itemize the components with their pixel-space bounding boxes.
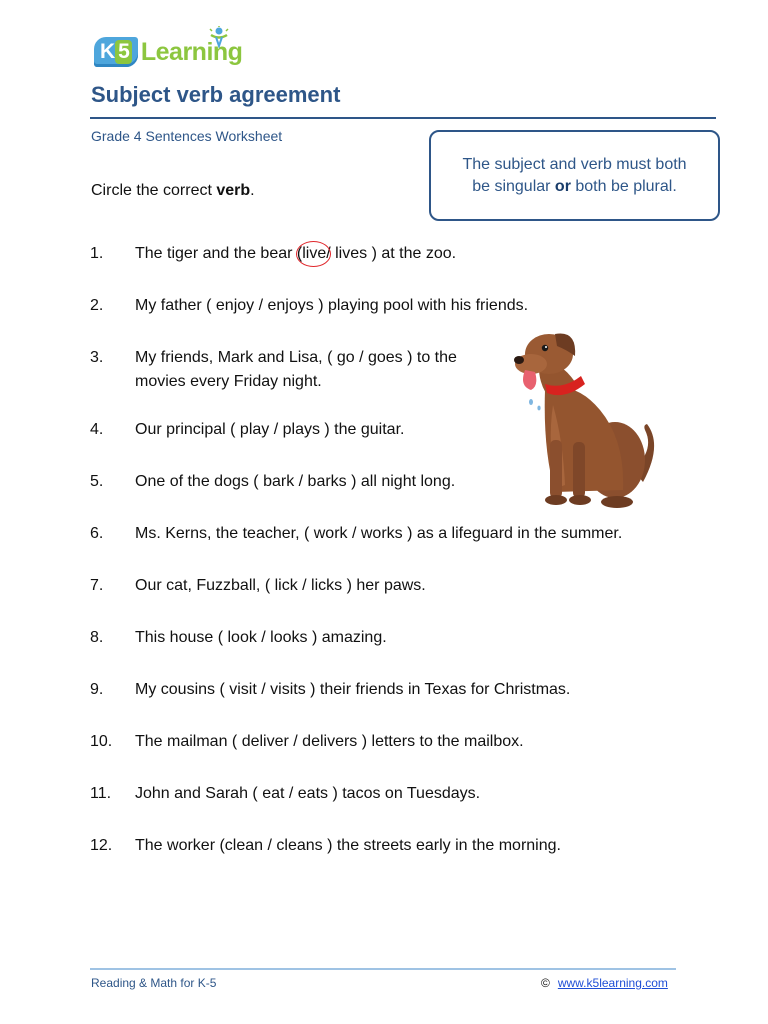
question-number: 5. bbox=[90, 473, 104, 490]
rule-line-1: The subject and verb must both bbox=[462, 155, 687, 173]
question-number: 4. bbox=[90, 421, 104, 438]
question-text: Our principal ( play / plays ) the guitar. bbox=[135, 421, 405, 438]
website-link[interactable]: www.k5learning.com bbox=[557, 976, 668, 990]
question-number: 7. bbox=[90, 577, 104, 594]
page-title: Subject verb agreement bbox=[91, 82, 341, 107]
logo-five: 5 bbox=[115, 40, 132, 64]
question-number: 3. bbox=[90, 349, 104, 366]
question-text: Ms. Kerns, the teacher, ( work / works ) as a lifeguard in the summer. bbox=[135, 525, 623, 542]
question-text: One of the dogs ( bark / barks ) all night long. bbox=[135, 473, 456, 490]
logo-k: K bbox=[100, 40, 115, 63]
instruction-bold: verb bbox=[216, 182, 251, 199]
logo-text: Learning bbox=[140, 37, 243, 66]
question-text: The mailman ( deliver / delivers ) letters to the mailbox. bbox=[135, 733, 524, 750]
rule-box bbox=[429, 130, 720, 221]
page-subtitle: Grade 4 Sentences Worksheet bbox=[91, 128, 283, 144]
copyright-symbol: © bbox=[541, 976, 550, 990]
circled-answer: live bbox=[302, 242, 326, 266]
title-divider bbox=[90, 117, 716, 119]
question-number: 9. bbox=[90, 681, 104, 698]
rule-line-2 bbox=[472, 176, 677, 198]
question-text-line-1: My friends, Mark and Lisa, ( go / goes ) to the bbox=[135, 349, 457, 366]
question-text-line-2: movies every Friday night. bbox=[135, 373, 322, 390]
question-text: John and Sarah ( eat / eats ) tacos on Tuesdays. bbox=[135, 785, 481, 802]
rule-line-2-after: both be plural. bbox=[570, 177, 677, 195]
instruction-text bbox=[91, 182, 255, 200]
question-text-pre: The tiger and the bear ( bbox=[135, 245, 303, 262]
k5-learning-logo bbox=[94, 32, 242, 72]
question-text: My father ( enjoy / enjoys ) playing pool with his friends. bbox=[135, 297, 529, 314]
question-text bbox=[135, 346, 457, 394]
question-text: The worker (clean / cleans ) the streets early in the morning. bbox=[135, 837, 561, 854]
logo-k5-badge bbox=[94, 37, 138, 67]
question-number: 12. bbox=[90, 837, 113, 854]
question-text: This house ( look / looks ) amazing. bbox=[135, 629, 387, 646]
rule-line-2-before: be singular bbox=[472, 177, 555, 195]
question-number: 6. bbox=[90, 525, 104, 542]
question-number: 8. bbox=[90, 629, 104, 646]
footer-tagline: Reading & Math for K-5 bbox=[91, 976, 217, 990]
question-number: 10. bbox=[90, 733, 113, 750]
question-number: 11. bbox=[90, 785, 112, 802]
question-number: 1. bbox=[90, 245, 104, 262]
instruction-before: Circle the correct bbox=[91, 182, 217, 199]
question-number: 2. bbox=[90, 297, 104, 314]
question-text-post: / lives ) at the zoo. bbox=[326, 245, 457, 262]
question-text bbox=[135, 242, 456, 266]
question-text: My cousins ( visit / visits ) their friends in Texas for Christmas. bbox=[135, 681, 571, 698]
instruction-after: . bbox=[250, 182, 255, 199]
footer-copyright bbox=[541, 976, 668, 990]
footer-divider bbox=[90, 968, 676, 970]
question-text: Our cat, Fuzzball, ( lick / licks ) her paws. bbox=[135, 577, 426, 594]
dog-illustration-icon bbox=[505, 320, 675, 512]
rule-line-2-bold: or bbox=[554, 177, 571, 195]
logo-figure-icon bbox=[208, 26, 230, 48]
